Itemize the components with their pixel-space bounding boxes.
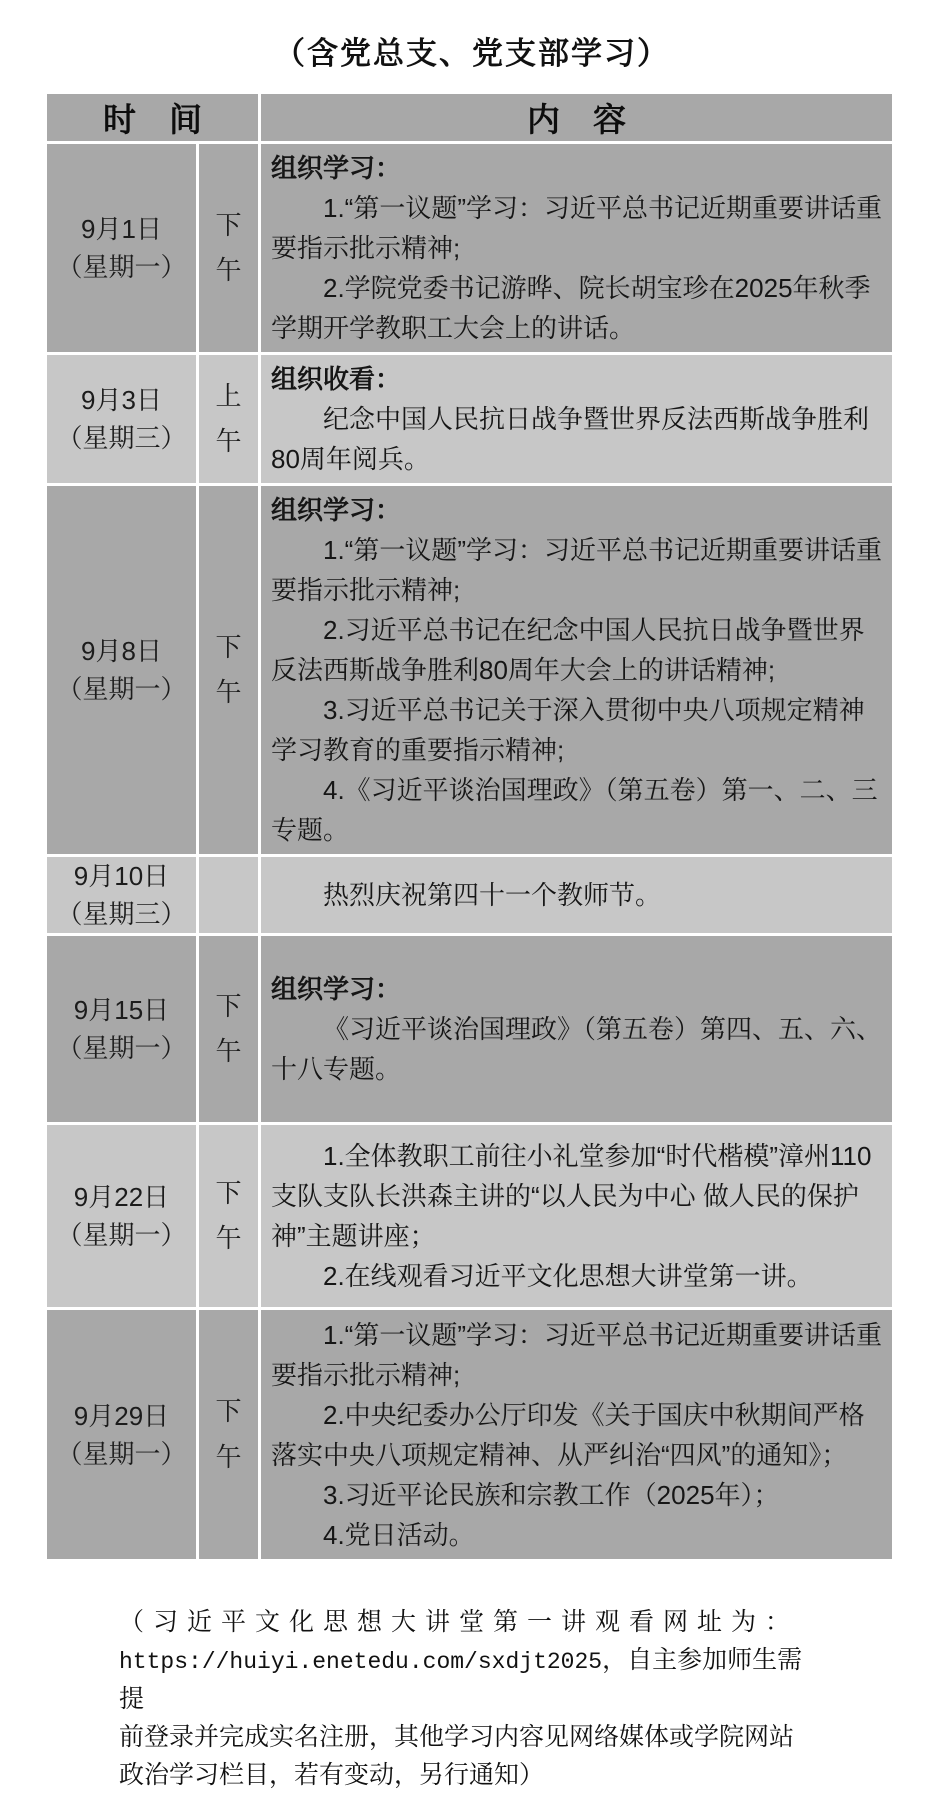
content-item: 1.“第一议题”学习：习近平总书记近期重要讲话重要指示批示精神; — [271, 535, 883, 605]
session-text: 下午 — [215, 209, 242, 285]
date-cell — [46, 143, 198, 354]
footer-line — [119, 1642, 825, 1719]
session-cell — [198, 856, 260, 935]
table-row — [46, 856, 894, 935]
col-header-time: 时 间 — [46, 93, 260, 143]
table-header-row — [46, 93, 894, 143]
date-cell — [46, 856, 198, 935]
session-text: 上午 — [215, 380, 242, 456]
date-cell — [46, 1309, 198, 1561]
content-cell — [260, 1309, 894, 1561]
footer-line-rest: ，自主参加师生需提 — [119, 1647, 803, 1713]
content-item: 纪念中国人民抗日战争暨世界反法西斯战争胜利80周年阅兵。 — [271, 404, 870, 474]
content-cell — [260, 856, 894, 935]
col-header-content: 内 容 — [260, 93, 894, 143]
content-cell — [260, 1124, 894, 1309]
date-cell — [46, 1124, 198, 1309]
content-item: 《习近平谈治国理政》（第五卷）第四、五、六、十八专题。 — [271, 1014, 883, 1084]
content-item: 4.《习近平谈治国理政》（第五卷）第一、二、三专题。 — [271, 775, 878, 845]
session-cell — [198, 1309, 260, 1561]
schedule-table — [44, 91, 895, 1562]
table-row — [46, 1309, 894, 1561]
footer-line: 前登录并完成实名注册，其他学习内容见网络媒体或学院网站 — [119, 1724, 795, 1751]
content-cell — [260, 935, 894, 1124]
weekday-text: （星期一） — [56, 1438, 187, 1469]
footer-line: 政治学习栏目，若有变动，另行通知） — [119, 1762, 545, 1789]
content-item: 2.习近平总书记在纪念中国人民抗日战争暨世界反法西斯战争胜利80周年大会上的讲话精神; — [271, 615, 865, 685]
date-text: 9月10日 — [73, 861, 170, 891]
content-heading: 组织收看： — [271, 364, 402, 394]
date-text: 9月8日 — [81, 636, 162, 666]
date-cell — [46, 485, 198, 856]
content-item: 2.学院党委书记游晔、院长胡宝珍在2025年秋季学期开学教职工大会上的讲话。 — [271, 273, 871, 343]
session-text: 下午 — [215, 990, 242, 1066]
session-text: 下午 — [215, 1396, 242, 1472]
footer-line: （习近平文化思想大讲堂第一讲观看网址为： — [119, 1609, 800, 1636]
page-title: （含党总支、党支部学习） — [274, 36, 670, 71]
table-row — [46, 1124, 894, 1309]
content-item: 3.习近平总书记关于深入贯彻中央八项规定精神学习教育的重要指示精神; — [271, 695, 865, 765]
weekday-text: （星期一） — [56, 1220, 187, 1250]
footer-url: https://huiyi.enetedu.com/sxdjt2025 — [119, 1649, 603, 1675]
session-cell — [198, 1124, 260, 1309]
date-text: 9月29日 — [73, 1400, 170, 1431]
session-cell — [198, 485, 260, 856]
date-text: 9月3日 — [81, 385, 162, 415]
content-cell — [260, 354, 894, 485]
session-text: 下午 — [215, 631, 242, 707]
table-row — [46, 354, 894, 485]
date-text: 9月15日 — [73, 995, 170, 1025]
content-item: 热烈庆祝第四十一个教师节。 — [323, 880, 662, 910]
table-row — [46, 143, 894, 354]
content-item: 2.在线观看习近平文化思想大讲堂第一讲。 — [323, 1261, 813, 1291]
table-row — [46, 935, 894, 1124]
session-text: 下午 — [215, 1177, 242, 1253]
content-item: 1.“第一议题”学习：习近平总书记近期重要讲话重要指示批示精神; — [271, 193, 883, 263]
content-item: 3.习近平论民族和宗教工作（2025年）； — [323, 1479, 780, 1510]
session-cell — [198, 143, 260, 354]
weekday-text: （星期一） — [56, 674, 187, 704]
content-cell — [260, 143, 894, 354]
content-item: 1.全体教职工前往小礼堂参加“时代楷模”漳州110支队支队长洪森主讲的“以人民为中心 做人民的保护神”主题讲座； — [271, 1141, 872, 1251]
date-cell — [46, 354, 198, 485]
weekday-text: （星期一） — [56, 1033, 187, 1063]
content-heading: 组织学习： — [271, 974, 402, 1004]
date-cell — [46, 935, 198, 1124]
content-cell — [260, 485, 894, 856]
session-cell — [198, 935, 260, 1124]
footer-note — [119, 1604, 825, 1795]
date-text: 9月22日 — [73, 1182, 170, 1212]
content-heading: 组织学习： — [271, 153, 402, 183]
weekday-text: （星期一） — [56, 252, 187, 282]
date-text: 9月1日 — [81, 214, 162, 244]
content-item: 4.党日活动。 — [323, 1519, 475, 1550]
content-item: 1.“第一议题”学习：习近平总书记近期重要讲话重要指示批示精神; — [271, 1319, 883, 1390]
table-row — [46, 485, 894, 856]
weekday-text: （星期三） — [56, 423, 187, 453]
content-heading: 组织学习： — [271, 495, 402, 525]
content-item: 2.中央纪委办公厅印发《关于国庆中秋期间严格落实中央八项规定精神、从严纠治“四风”的通知》； — [271, 1399, 865, 1470]
session-cell — [198, 354, 260, 485]
weekday-text: （星期三） — [56, 899, 187, 929]
